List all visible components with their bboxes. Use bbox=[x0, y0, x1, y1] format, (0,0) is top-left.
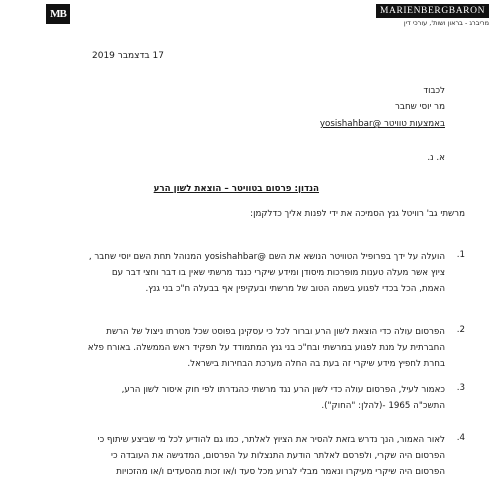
subject-line: הנדון: פרסום בטוויטר – הוצאת לשון הרע bbox=[153, 184, 319, 194]
firm-logo-mark: MB bbox=[46, 4, 70, 24]
paragraph-line: התשכ"ה 1965 -(להלן: "החוק"). bbox=[321, 401, 445, 411]
letter-date: 17 בדצמבר 2019 bbox=[92, 51, 164, 61]
intro-line: מרשתי גב' רוויטל גנץ הסמיכה את ידי לפנות אליך כדלקמן: bbox=[250, 209, 465, 219]
firm-subtitle: מריברג - בראון ושות', עורכי דין bbox=[403, 19, 489, 27]
item-number: .2 bbox=[456, 325, 465, 335]
list-item bbox=[43, 249, 445, 297]
paragraph-line: הפרסום עולה כדי הוצאת לשון הרע וברור לכל כי עסקינן בפוסט שכל מטרתו ניצול של הרשת bbox=[106, 327, 445, 337]
recipient-name: מר יוסי שחבר bbox=[395, 102, 445, 112]
paragraph-line: לאור האמור, הנך נדרש בזאת להסיר את הציוץ לאלתר, כמו גם להודיע לכל מי שביצע שיתוף כי bbox=[97, 435, 445, 445]
paragraph-line: החברתית על מנת לפגוע במרשתי ובח"כ בני גנץ המתמודד על תפקיד ראש הממשלה. באורח פלא bbox=[87, 343, 445, 353]
greeting: א. נ. bbox=[427, 153, 445, 163]
paragraph-line: הפרסום היה שיקרי מעיקרו ונאמר מבלי לגרוע מכל סעד ו/או זכות מהסעדים ו/או מהזכויות bbox=[116, 467, 445, 477]
paragraph-line: האמת, הכל בכדי לפגוע בשמה הטוב של מרשתי ובעקיפין אף בבעלה ח"כ בני גנץ. bbox=[145, 284, 445, 294]
item-number: .3 bbox=[456, 383, 465, 393]
list-item bbox=[43, 382, 445, 414]
paragraph-line: כאמור לעיל, הפרסום עולה כדי לשון הרע נגד מרשתי כהגדרתו לפי חוק איסור לשון הרע, bbox=[121, 385, 445, 395]
list-item bbox=[43, 432, 445, 480]
paragraph-line: בחרת לחפיץ מידע שיקרי זה בעת בה החלה מערכת הבחירות בישראל. bbox=[187, 359, 445, 369]
delivery-method: באמצעות טוויטר @yosishahbar bbox=[319, 119, 445, 129]
paragraph-line: הועלה על ידך בפרופיל הטוויטר הנושא את השם @yosishahbar המנוהל תחת השם יוסי שחבר , bbox=[88, 252, 445, 262]
to-label: לכבוד bbox=[423, 86, 445, 96]
item-number: .1 bbox=[456, 250, 465, 260]
paragraph-line: הפרסום היה שקרי, ולפרסם לאלתר הודעת התנצלות על הפרסום, המדגישה את העובדה כי bbox=[111, 451, 445, 461]
list-item bbox=[43, 324, 445, 372]
firm-name: MARIENBERGBARON bbox=[376, 4, 489, 18]
item-number: .4 bbox=[456, 433, 465, 443]
paragraph-line: ציוץ אשר מעלה טענות מופרכות מיסודן ומידע שיקרי כנגד מרשתי שאין בו דבר וחצי דבר עם bbox=[111, 268, 445, 278]
